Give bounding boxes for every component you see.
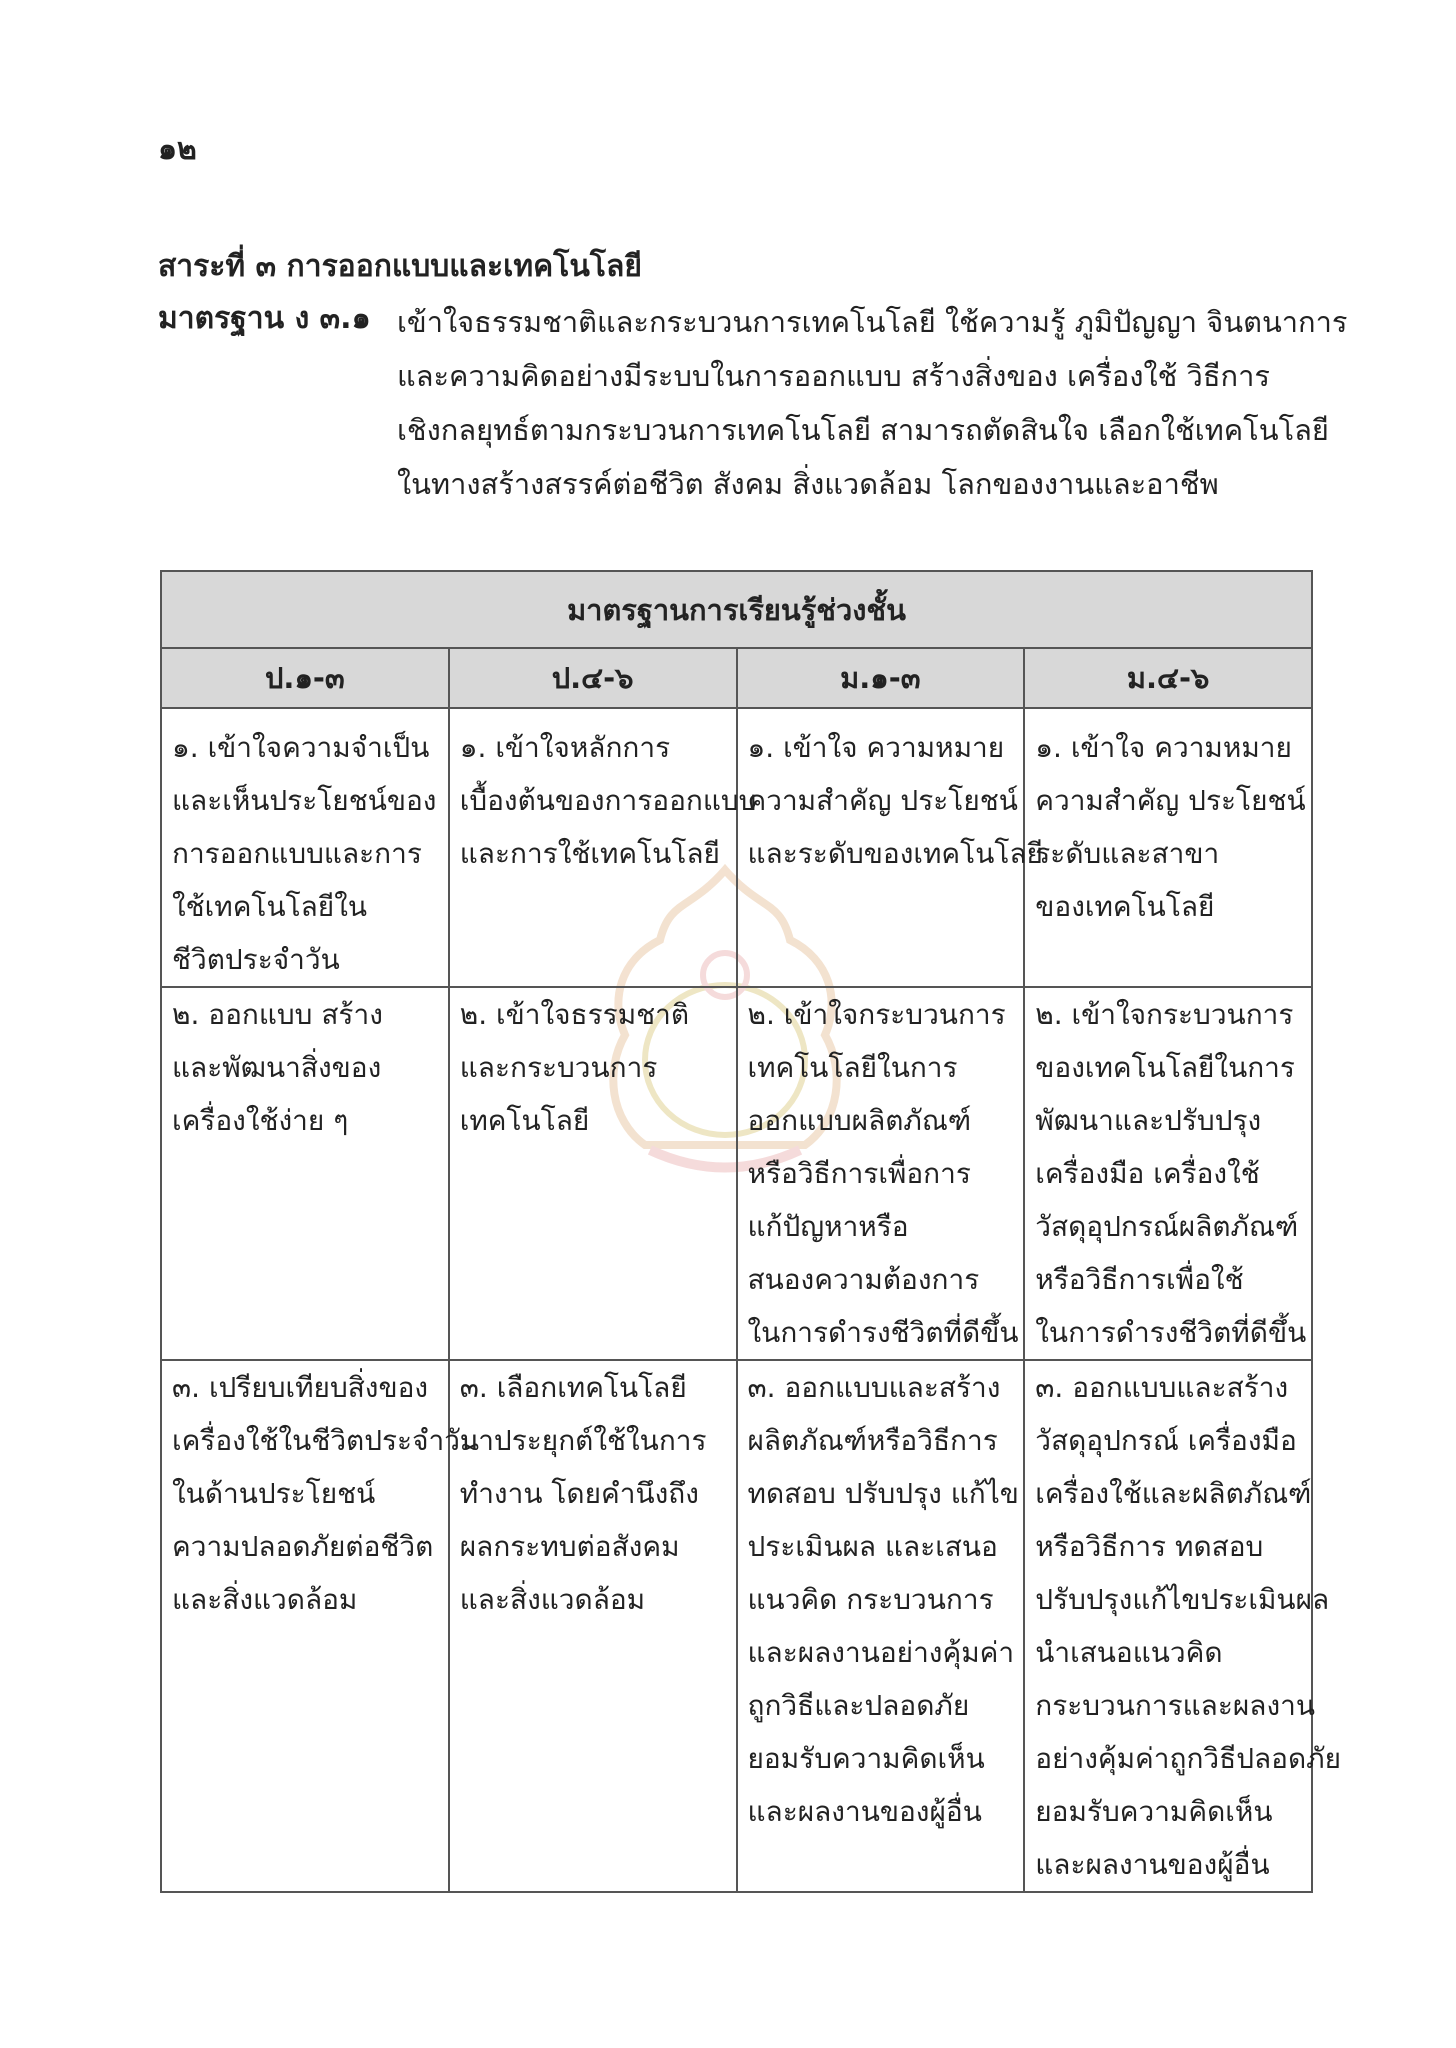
cell-text-line: ๑. เข้าใจหลักการ [459, 731, 671, 764]
grade-header: ป.๔-๖ [449, 648, 737, 708]
standard-line: ในทางสร้างสรรค์ต่อชีวิต สังคม สิ่งแวดล้อม โลกของงานและอาชีพ [397, 467, 1219, 501]
cell-text-line: ทดสอบ ปรับปรุง แก้ไข [747, 1477, 1019, 1510]
cell-text-line: และกระบวนการ [459, 1051, 658, 1084]
cell-text-line: ความสำคัญ ประโยชน์ [747, 784, 1018, 817]
standard-line: เชิงกลยุทธ์ตามกระบวนการเทคโนโลยี สามารถตัดสินใจ เลือกใช้เทคโนโลยี [397, 413, 1329, 447]
cell-text-line: ชีวิตประจำวัน [172, 943, 340, 976]
cell-text-line: ใช้เทคโนโลยีใน [172, 890, 368, 923]
cell-text-line: และพัฒนาสิ่งของ [172, 1051, 382, 1084]
standard-code: มาตรฐาน ง ๓.๑ [158, 301, 371, 336]
table-row [161, 1360, 1312, 1892]
cell-text-line: นำเสนอแนวคิด [1035, 1636, 1223, 1669]
cell-text-line: และเห็นประโยชน์ของ [172, 784, 437, 817]
cell-text-line: และสิ่งแวดล้อม [172, 1583, 358, 1616]
cell-text-line: เทคโนโลยี [459, 1104, 590, 1137]
cell-text-line: ๓. เลือกเทคโนโลยี [459, 1371, 687, 1404]
cell-text-line: วัสดุอุปกรณ์ผลิตภัณฑ์ [1035, 1210, 1299, 1243]
strand-title: สาระที่ ๓ การออกแบบและเทคโนโลยี [158, 249, 642, 284]
cell-text-line: ออกแบบผลิตภัณฑ์ [747, 1104, 972, 1137]
cell-text-line: ๓. ออกแบบและสร้าง [747, 1371, 1001, 1404]
cell-text-line: และผลงานอย่างคุ้มค่า [747, 1636, 1015, 1669]
cell-text-line: ระดับและสาขา [1035, 837, 1220, 870]
cell-text-line: สนองความต้องการ [747, 1263, 980, 1296]
table-cell [161, 708, 449, 987]
cell-text-line: เครื่องมือ เครื่องใช้ [1035, 1157, 1260, 1190]
table-cell [737, 1360, 1025, 1892]
cell-text-line: เครื่องใช้ในชีวิตประจำวัน [172, 1424, 480, 1457]
cell-text-line: ๓. ออกแบบและสร้าง [1035, 1371, 1289, 1404]
cell-text-line: ทำงาน โดยคำนึงถึง [459, 1477, 699, 1510]
cell-text-line: ความสำคัญ ประโยชน์ [1035, 784, 1306, 817]
cell-text-line: ถูกวิธีและปลอดภัย [747, 1689, 970, 1722]
cell-text-line: การออกแบบและการ [172, 837, 422, 870]
standard-line: เข้าใจธรรมชาติและกระบวนการเทคโนโลยี ใช้ความรู้ ภูมิปัญญา จินตนาการ [397, 305, 1348, 339]
cell-text-line: และผลงานของผู้อื่น [1035, 1848, 1270, 1881]
cell-text-line: ปรับปรุงแก้ไขประเมินผล [1035, 1583, 1330, 1616]
cell-text-line: ๒. เข้าใจธรรมชาติ [459, 998, 690, 1031]
table-cell [1024, 1360, 1342, 1892]
table-cell [449, 987, 737, 1360]
cell-text-line: แนวคิด กระบวนการ [747, 1583, 994, 1616]
cell-text-line: ของเทคโนโลยี [1035, 890, 1215, 923]
cell-text-line: และระดับของเทคโนโลยี [747, 837, 1043, 870]
table-cell [161, 987, 449, 1360]
cell-text-line: และผลงานของผู้อื่น [747, 1795, 982, 1828]
table-cell [1024, 708, 1312, 987]
cell-text-line: ผลิตภัณฑ์หรือวิธีการ [747, 1424, 998, 1457]
table-cell [1024, 987, 1312, 1360]
cell-text-line: เทคโนโลยีในการ [747, 1051, 958, 1084]
table-cell [449, 708, 757, 987]
cell-text-line: หรือวิธีการเพื่อการ [747, 1157, 971, 1190]
table-body [161, 708, 1342, 1892]
cell-text-line: ๓. เปรียบเทียบสิ่งของ [172, 1371, 429, 1404]
cell-text-line: ๑. เข้าใจความจำเป็น [172, 731, 430, 764]
table-row [161, 708, 1312, 987]
cell-text-line: เครื่องใช้และผลิตภัณฑ์ [1035, 1477, 1312, 1510]
cell-text-line: ๒. ออกแบบ สร้าง [172, 998, 383, 1031]
cell-text-line: ยอมรับความคิดเห็น [1035, 1795, 1273, 1828]
cell-text-line: ผลกระทบต่อสังคม [459, 1530, 680, 1563]
cell-text-line: หรือวิธีการเพื่อใช้ [1035, 1263, 1244, 1296]
cell-text-line: หรือวิธีการ ทดสอบ [1035, 1530, 1264, 1563]
cell-text-line: ประเมินผล และเสนอ [747, 1530, 998, 1563]
table-title: มาตรฐานการเรียนรู้ช่วงชั้น [161, 571, 1312, 648]
cell-text-line: และสิ่งแวดล้อม [459, 1583, 646, 1616]
cell-text-line: ๒. เข้าใจกระบวนการ [1035, 998, 1294, 1031]
cell-text-line: ๑. เข้าใจ ความหมาย [1035, 731, 1292, 764]
cell-text-line: และการใช้เทคโนโลยี [459, 837, 720, 870]
cell-text-line: วัสดุอุปกรณ์ เครื่องมือ [1035, 1424, 1297, 1457]
table-cell [737, 708, 1043, 987]
table-cell [449, 1360, 737, 1892]
cell-text-line: ยอมรับความคิดเห็น [747, 1742, 985, 1775]
cell-text-line: ในการดำรงชีวิตที่ดีขึ้น [1035, 1316, 1307, 1349]
grade-header: ม.๑-๓ [737, 648, 1025, 708]
cell-text-line: กระบวนการและผลงาน [1035, 1689, 1315, 1722]
cell-text-line: ในด้านประโยชน์ [172, 1477, 376, 1510]
grade-header: ม.๔-๖ [1024, 648, 1312, 708]
cell-text-line: เบื้องต้นของการออกแบบ [459, 784, 757, 817]
cell-text-line: อย่างคุ้มค่าถูกวิธีปลอดภัย [1035, 1742, 1342, 1775]
cell-text-line: ๑. เข้าใจ ความหมาย [747, 731, 1005, 764]
cell-text-line: แก้ปัญหาหรือ [747, 1210, 909, 1243]
cell-text-line: ความปลอดภัยต่อชีวิต [172, 1530, 434, 1563]
cell-text-line: พัฒนาและปรับปรุง [1035, 1104, 1262, 1137]
page-number: ๑๒ [158, 132, 197, 167]
cell-text-line: เครื่องใช้ง่าย ๆ [172, 1104, 349, 1137]
standard-description [397, 295, 1348, 511]
table-row [161, 987, 1312, 1360]
table-cell [737, 987, 1025, 1360]
table-cell [161, 1360, 480, 1892]
cell-text-line: ในการดำรงชีวิตที่ดีขึ้น [747, 1316, 1019, 1349]
cell-text-line: ๒. เข้าใจกระบวนการ [747, 998, 1006, 1031]
cell-text-line: มาประยุกต์ใช้ในการ [459, 1424, 707, 1457]
learning-standards-table [160, 570, 1342, 1893]
grade-header: ป.๑-๓ [161, 648, 449, 708]
cell-text-line: ของเทคโนโลยีในการ [1035, 1051, 1295, 1084]
standard-line: และความคิดอย่างมีระบบในการออกแบบ สร้างสิ่งของ เครื่องใช้ วิธีการ [397, 359, 1270, 393]
